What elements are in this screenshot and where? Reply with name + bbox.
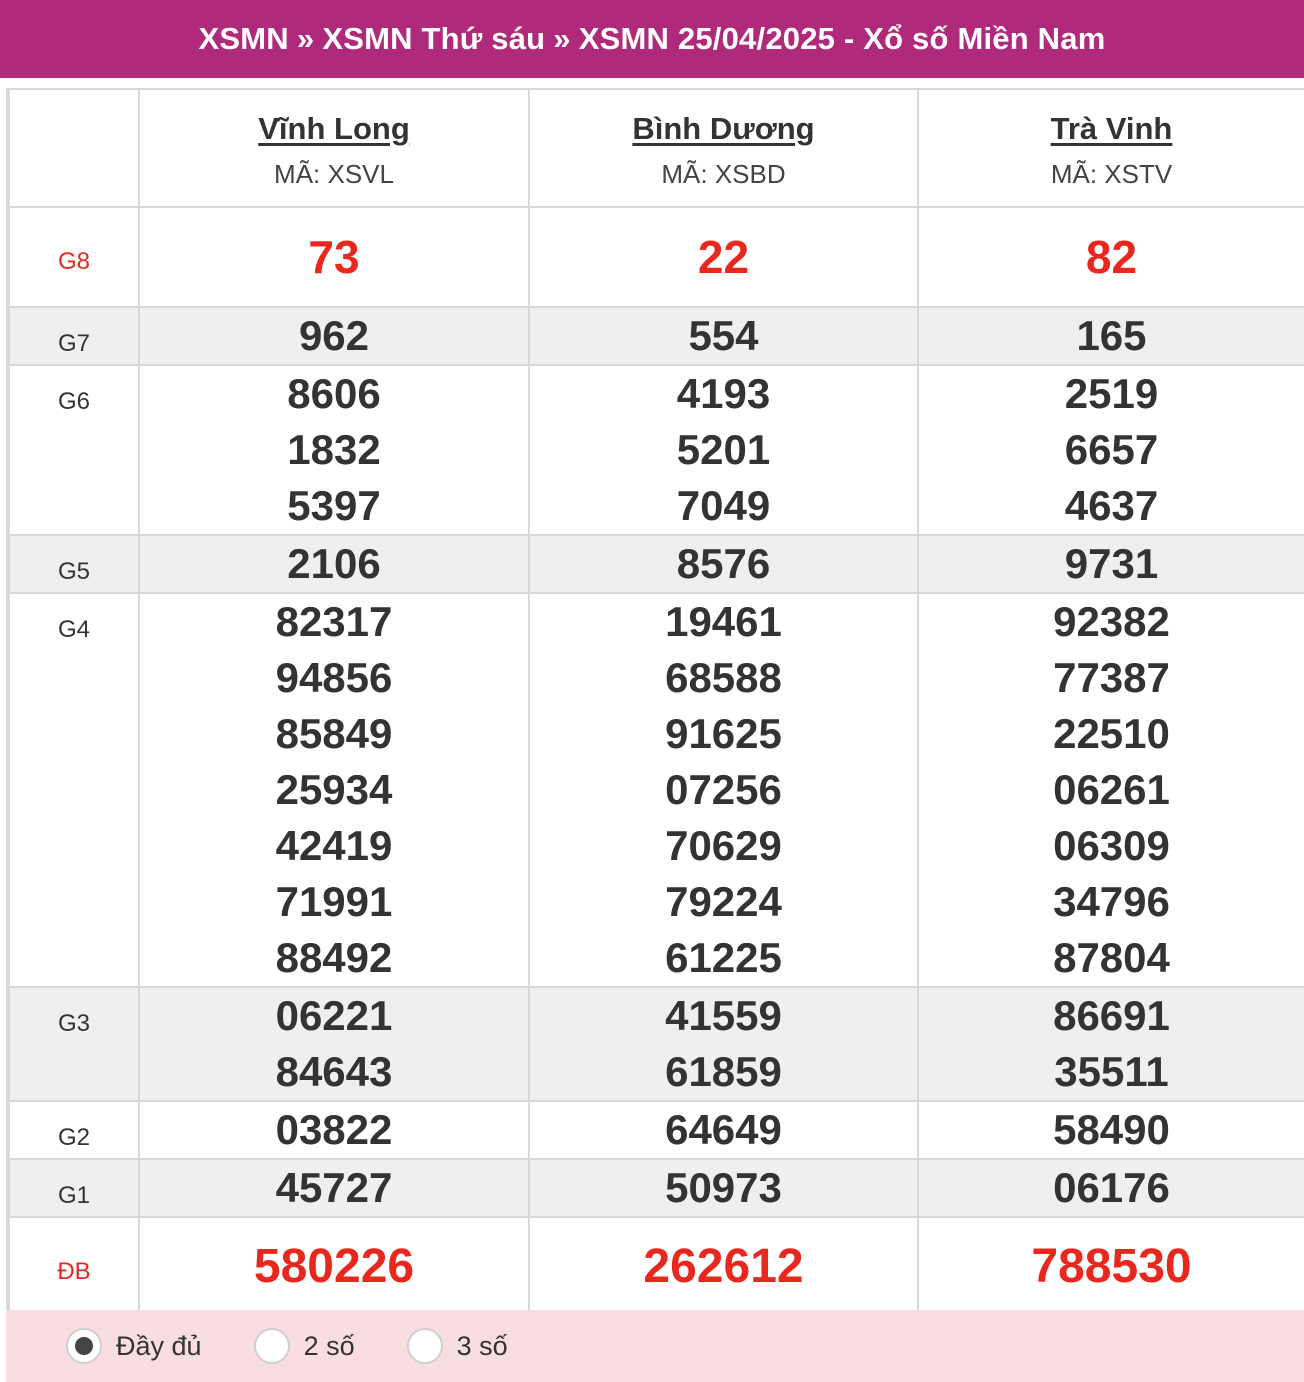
prize-number: 86691 xyxy=(1053,992,1170,1039)
radio-circle-icon[interactable] xyxy=(407,1328,443,1364)
prize-cell xyxy=(529,535,918,593)
prize-number: 94856 xyxy=(275,654,393,701)
prize-number: 580226 xyxy=(253,1240,415,1293)
province-code: MÃ: XSTV xyxy=(1050,158,1173,189)
option-label: Đầy đủ xyxy=(116,1330,202,1361)
prize-number: 85849 xyxy=(275,710,393,757)
province-header xyxy=(139,89,529,207)
prize-number: 92382 xyxy=(1053,598,1170,645)
prize-cell xyxy=(918,987,1304,1101)
prize-number: 788530 xyxy=(1031,1240,1192,1293)
breadcrumb-separator: » xyxy=(296,21,315,56)
prize-number: 68588 xyxy=(665,654,782,701)
prize-cell xyxy=(918,535,1304,593)
breadcrumb-xsmn[interactable]: XSMN xyxy=(198,21,289,56)
prize-cell xyxy=(529,307,918,365)
prize-cell xyxy=(918,365,1304,535)
prize-cell xyxy=(139,987,529,1101)
prize-number: 58490 xyxy=(1053,1106,1170,1153)
option-label: 3 số xyxy=(456,1330,508,1361)
prize-row xyxy=(9,365,1304,535)
prize-number: 4193 xyxy=(676,370,771,417)
prize-number: 91625 xyxy=(665,710,782,757)
header-corner xyxy=(9,89,139,207)
prize-number: 962 xyxy=(298,312,370,359)
prize-number: 77387 xyxy=(1053,654,1170,701)
prize-row xyxy=(9,1217,1304,1317)
prize-number: 8606 xyxy=(287,370,381,417)
breadcrumb-current: XSMN 25/04/2025 - Xổ số Miền Nam xyxy=(578,21,1106,56)
prize-number: 45727 xyxy=(275,1164,393,1211)
prize-cell xyxy=(139,593,529,987)
prize-cell xyxy=(139,207,529,307)
prize-row xyxy=(9,1159,1304,1217)
province-header xyxy=(529,89,918,207)
prize-label: G4 xyxy=(9,593,139,987)
prize-number: 35511 xyxy=(1054,1048,1169,1095)
prize-number: 4637 xyxy=(1064,482,1159,529)
prize-number: 71991 xyxy=(275,878,393,925)
prize-number: 07256 xyxy=(665,766,782,813)
prize-number: 8576 xyxy=(676,540,771,587)
prize-cell xyxy=(918,207,1304,307)
option-full-radio[interactable] xyxy=(66,1328,202,1364)
prize-cell xyxy=(529,593,918,987)
prize-number: 64649 xyxy=(665,1106,782,1153)
prize-number: 79224 xyxy=(665,878,782,925)
prize-cell xyxy=(139,365,529,535)
prize-cell xyxy=(529,987,918,1101)
prize-table-body xyxy=(9,207,1304,1317)
prize-number: 262612 xyxy=(643,1240,804,1293)
option-label: 2 số xyxy=(303,1330,355,1361)
prize-number: 165 xyxy=(1076,312,1147,359)
prize-cell xyxy=(918,307,1304,365)
prize-cell xyxy=(139,1101,529,1159)
prize-number: 50973 xyxy=(665,1164,782,1211)
prize-cell xyxy=(529,1217,918,1317)
prize-label: G1 xyxy=(9,1159,139,1217)
province-link-vinh-long[interactable]: Vĩnh Long xyxy=(258,110,410,146)
prize-number: 1832 xyxy=(287,426,381,473)
prize-number: 25934 xyxy=(275,766,393,813)
radio-circle-icon[interactable] xyxy=(66,1328,102,1364)
province-code: MÃ: XSBD xyxy=(661,158,786,189)
prize-cell xyxy=(918,1101,1304,1159)
prize-row xyxy=(9,307,1304,365)
prize-number: 73 xyxy=(308,231,360,283)
prize-number: 82 xyxy=(1085,231,1138,283)
prize-row xyxy=(9,1101,1304,1159)
prize-label: G2 xyxy=(9,1101,139,1159)
prize-number: 22 xyxy=(697,231,750,283)
prize-number: 06221 xyxy=(275,992,393,1039)
prize-number: 82317 xyxy=(275,598,393,645)
prize-number: 03822 xyxy=(275,1106,393,1153)
prize-number: 42419 xyxy=(275,822,393,869)
prize-cell xyxy=(918,593,1304,987)
option-3-digits-radio[interactable] xyxy=(407,1328,508,1364)
prize-number: 554 xyxy=(688,312,759,359)
page-title-bar xyxy=(0,0,1304,78)
prize-cell xyxy=(139,307,529,365)
prize-number: 06309 xyxy=(1053,822,1170,869)
prize-number: 5201 xyxy=(676,426,771,473)
breadcrumb-separator: » xyxy=(553,21,571,56)
display-options-bar xyxy=(6,1310,1304,1382)
prize-number: 7049 xyxy=(676,482,771,529)
option-2-digits-radio[interactable] xyxy=(254,1328,355,1364)
province-code: MÃ: XSVL xyxy=(274,158,394,189)
prize-number: 84643 xyxy=(275,1048,393,1095)
prize-number: 6657 xyxy=(1064,426,1159,473)
prize-cell xyxy=(529,365,918,535)
prize-cell xyxy=(529,1101,918,1159)
prize-label: G8 xyxy=(9,207,139,307)
prize-label: G3 xyxy=(9,987,139,1101)
prize-number: 87804 xyxy=(1053,934,1170,981)
prize-number: 22510 xyxy=(1053,710,1170,757)
province-link-binh-duong[interactable]: Bình Dương xyxy=(632,110,815,146)
prize-number: 61859 xyxy=(665,1048,782,1095)
prize-cell xyxy=(139,1159,529,1217)
prize-label: G7 xyxy=(9,307,139,365)
prize-row xyxy=(9,987,1304,1101)
prize-cell xyxy=(918,1159,1304,1217)
prize-number: 9731 xyxy=(1064,540,1159,587)
prize-number: 5397 xyxy=(287,482,381,529)
prize-row xyxy=(9,535,1304,593)
prize-row xyxy=(9,207,1304,307)
prize-number: 61225 xyxy=(665,934,782,981)
prize-number: 2519 xyxy=(1064,370,1159,417)
prize-number: 06261 xyxy=(1053,766,1170,813)
prize-cell xyxy=(139,1217,529,1317)
prize-number: 41559 xyxy=(665,992,782,1039)
prize-cell xyxy=(918,1217,1304,1317)
province-header xyxy=(918,89,1304,207)
radio-circle-icon[interactable] xyxy=(254,1328,290,1364)
prize-cell xyxy=(529,207,918,307)
prize-number: 19461 xyxy=(665,598,782,645)
results-table-wrapper xyxy=(6,88,1304,1318)
prize-label: G6 xyxy=(9,365,139,535)
prize-label: ĐB xyxy=(9,1217,139,1317)
prize-row xyxy=(9,593,1304,987)
prize-number: 88492 xyxy=(275,934,393,981)
prize-number: 70629 xyxy=(665,822,782,869)
prize-label: G5 xyxy=(9,535,139,593)
prize-number: 34796 xyxy=(1053,878,1170,925)
prize-cell xyxy=(139,535,529,593)
breadcrumb-xsmn-friday[interactable]: XSMN Thứ sáu xyxy=(322,21,546,56)
province-link-tra-vinh[interactable]: Trà Vinh xyxy=(1050,110,1173,146)
prize-cell xyxy=(529,1159,918,1217)
results-table xyxy=(8,88,1304,1318)
prize-number: 06176 xyxy=(1053,1164,1170,1211)
province-header-row xyxy=(9,89,1304,207)
prize-number: 2106 xyxy=(287,540,381,587)
